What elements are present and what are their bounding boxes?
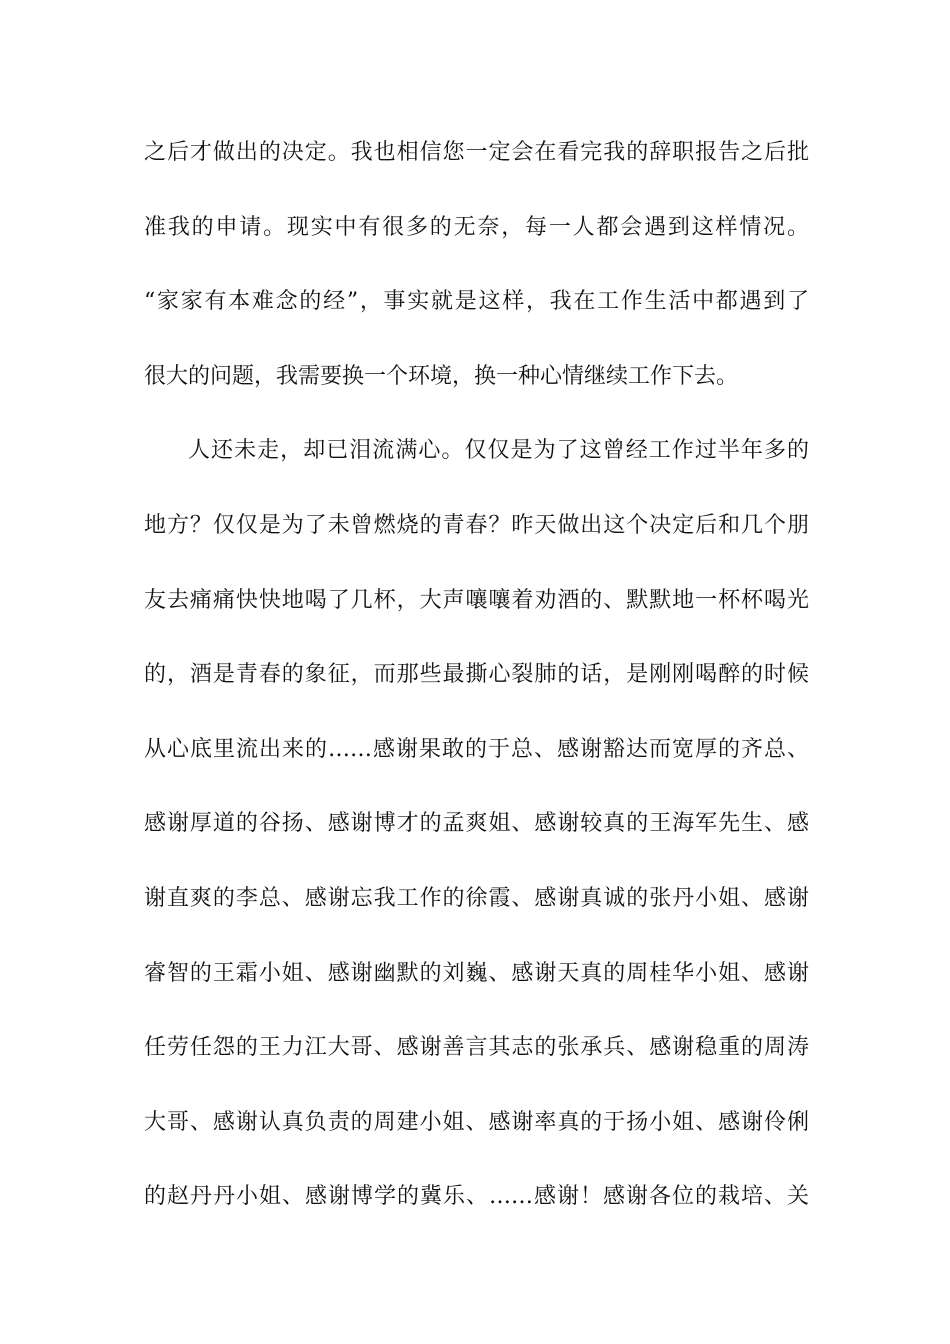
text-line: 感谢厚道的谷扬、感谢博才的孟爽姐、感谢较真的王海军先生、感 <box>144 811 809 837</box>
text-line: 友去痛痛快快地喝了几杯，大声嚷嚷着劝酒的、默默地一杯杯喝光 <box>144 587 809 613</box>
text-line: 地方？仅仅是为了未曾燃烧的青春？昨天做出这个决定后和几个朋 <box>144 512 809 538</box>
text-line: 从心底里流出来的……感谢果敢的于总、感谢豁达而宽厚的齐总、 <box>144 736 809 762</box>
text-line: 很大的问题，我需要换一个环境，换一种心情继续工作下去。 <box>144 363 739 389</box>
text-line: 的，酒是青春的象征，而那些最撕心裂肺的话，是刚刚喝醉的时候 <box>144 662 809 688</box>
text-line: 大哥、感谢认真负责的周建小姐、感谢率真的于扬小姐、感谢伶俐 <box>144 1109 809 1135</box>
text-line: 之后才做出的决定。我也相信您一定会在看完我的辞职报告之后批 <box>144 140 809 165</box>
text-line: 的赵丹丹小姐、感谢博学的冀乐、……感谢！感谢各位的栽培、关 <box>144 1184 809 1210</box>
text-line: 准我的申请。现实中有很多的无奈，每一人都会遇到这样情况。 <box>144 214 809 240</box>
document-body <box>144 131 809 1250</box>
text-line: “家家有本难念的经”，事实就是这样，我在工作生活中都遇到了 <box>144 289 809 315</box>
text-line: 睿智的王霜小姐、感谢幽默的刘巍、感谢天真的周桂华小姐、感谢 <box>144 960 809 986</box>
text-line: 人还未走，却已泪流满心。仅仅是为了这曾经工作过半年多的 <box>188 438 809 464</box>
text-line: 谢直爽的李总、感谢忘我工作的徐霞、感谢真诚的张丹小姐、感谢 <box>144 885 809 911</box>
text-line: 任劳任怨的王力江大哥、感谢善言其志的张承兵、感谢稳重的周涛 <box>144 1035 809 1061</box>
